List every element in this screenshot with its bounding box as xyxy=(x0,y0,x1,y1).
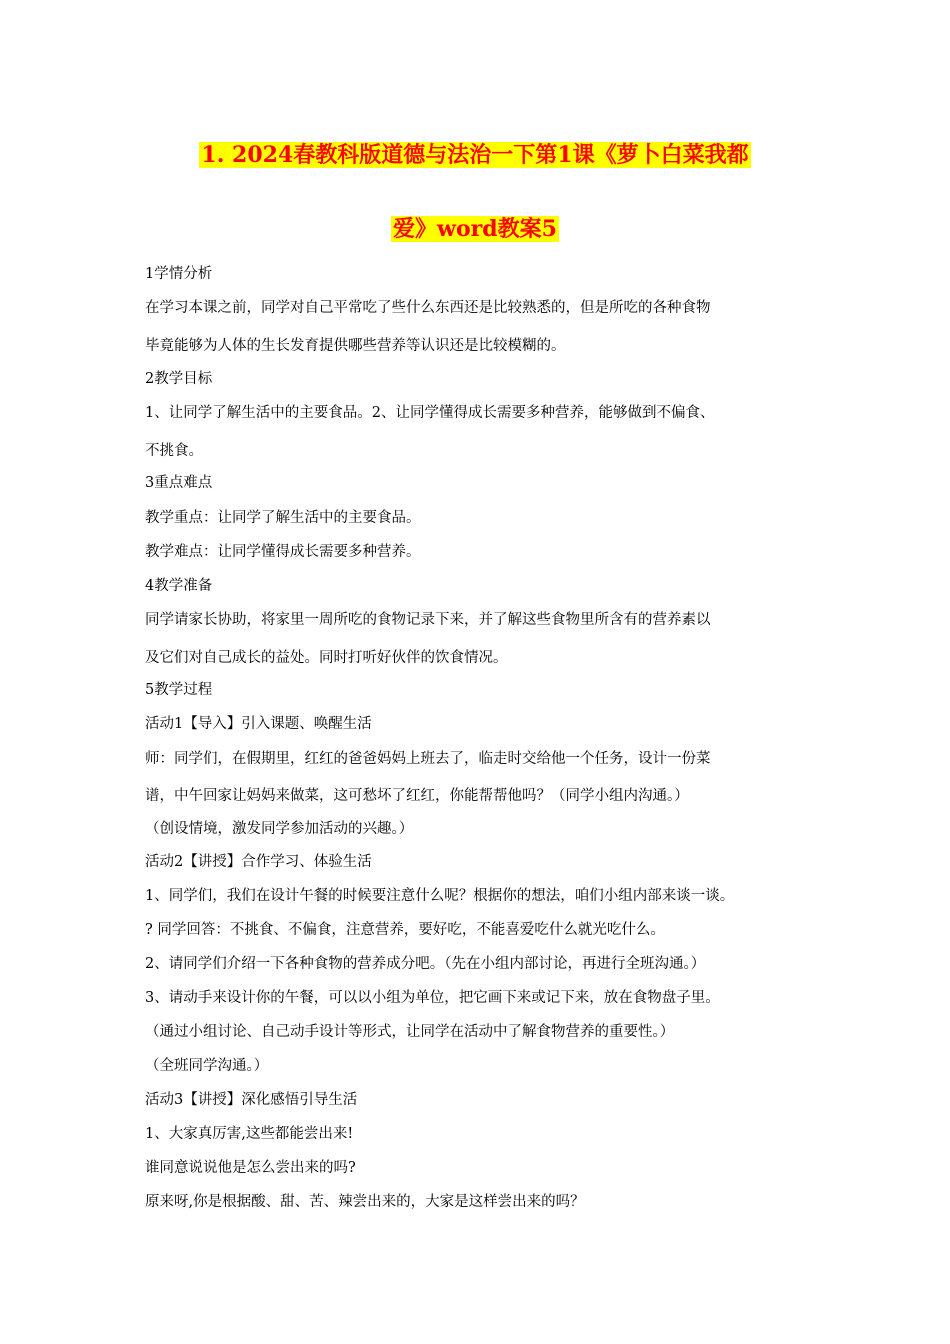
paragraph-line: （全班同学沟通。） xyxy=(145,1058,269,1074)
paragraph-line: 师：同学们，在假期里，红红的爸爸妈妈上班去了，临走时交给他一个任务，设计一份菜 xyxy=(145,751,711,767)
paragraph-line: 谱，中午回家让妈妈来做菜，这可愁坏了红红，你能帮帮他吗？（同学小组内沟通。） xyxy=(145,788,689,804)
activity-heading: 活动3【讲授】深化感悟引导生活 xyxy=(145,1092,358,1108)
title-text-2: 爱》word教案5 xyxy=(393,216,557,242)
paragraph-line: 原来呀,你是根据酸、甜、苦、辣尝出来的，大家是这样尝出来的吗？ xyxy=(145,1194,585,1210)
paragraph-line: ? 同学回答：不挑食、不偏食，注意营养，要好吃，不能喜爱吃什么就光吃什么。 xyxy=(145,922,665,938)
paragraph-line: 同学请家长协助，将家里一周所吃的食物记录下来，并了解这些食物里所含有的营养素以 xyxy=(145,612,711,628)
paragraph-line: 1、同学们，我们在设计午餐的时候要注意什么呢？根据你的想法，咱们小组内部来谈一谈。 xyxy=(145,888,735,904)
paragraph-line: 谁同意说说他是怎么尝出来的吗? xyxy=(145,1160,356,1176)
section-heading-keypoints: 3重点难点 xyxy=(145,475,213,491)
section-heading-analysis: 1学情分析 xyxy=(145,266,213,282)
paragraph-line: 1、让同学了解生活中的主要食品。2、让同学懂得成长需要多种营养，能够做到不偏食、 xyxy=(145,405,715,421)
section-heading-goals: 2教学目标 xyxy=(145,371,213,387)
document-title-line-1 xyxy=(0,138,950,169)
activity-heading: 活动2【讲授】合作学习、体验生活 xyxy=(145,854,372,870)
activity-heading: 活动1【导入】引入课题、唤醒生活 xyxy=(145,716,372,732)
paragraph-line: 毕竟能够为人体的生长发育提供哪些营养等认识还是比较模糊的。 xyxy=(145,338,566,354)
paragraph-line: 2、请同学们介绍一下各种食物的营养成分吧。（先在小组内部讨论，再进行全班沟通。） xyxy=(145,956,706,972)
document-title-line-2 xyxy=(0,212,950,243)
paragraph-line: 教学难点：让同学懂得成长需要多种营养。 xyxy=(145,544,421,560)
paragraph-line: 及它们对自己成长的益处。同时打听好伙伴的饮食情况。 xyxy=(145,650,508,666)
paragraph-line: 在学习本课之前，同学对自己平常吃了些什么东西还是比较熟悉的，但是所吃的各种食物 xyxy=(145,300,711,316)
paragraph-line: 教学重点：让同学了解生活中的主要食品。 xyxy=(145,510,421,526)
paragraph-line: 1、大家真厉害,这些都能尝出来! xyxy=(145,1126,354,1142)
section-heading-preparation: 4教学准备 xyxy=(145,578,213,594)
paragraph-line: 3、请动手来设计你的午餐，可以以小组为单位，把它画下来或记下来，放在食物盘子里。 xyxy=(145,990,720,1006)
title-text-1: 1. 2024春教科版道德与法治一下第1课《萝卜白菜我都 xyxy=(201,142,749,168)
paragraph-line: （通过小组讨论、自己动手设计等形式，让同学在活动中了解食物营养的重要性。） xyxy=(145,1024,675,1040)
paragraph-line: 不挑食。 xyxy=(145,443,203,459)
section-heading-process: 5教学过程 xyxy=(145,682,213,698)
paragraph-line: （创设情境，激发同学参加活动的兴趣。） xyxy=(145,821,414,837)
